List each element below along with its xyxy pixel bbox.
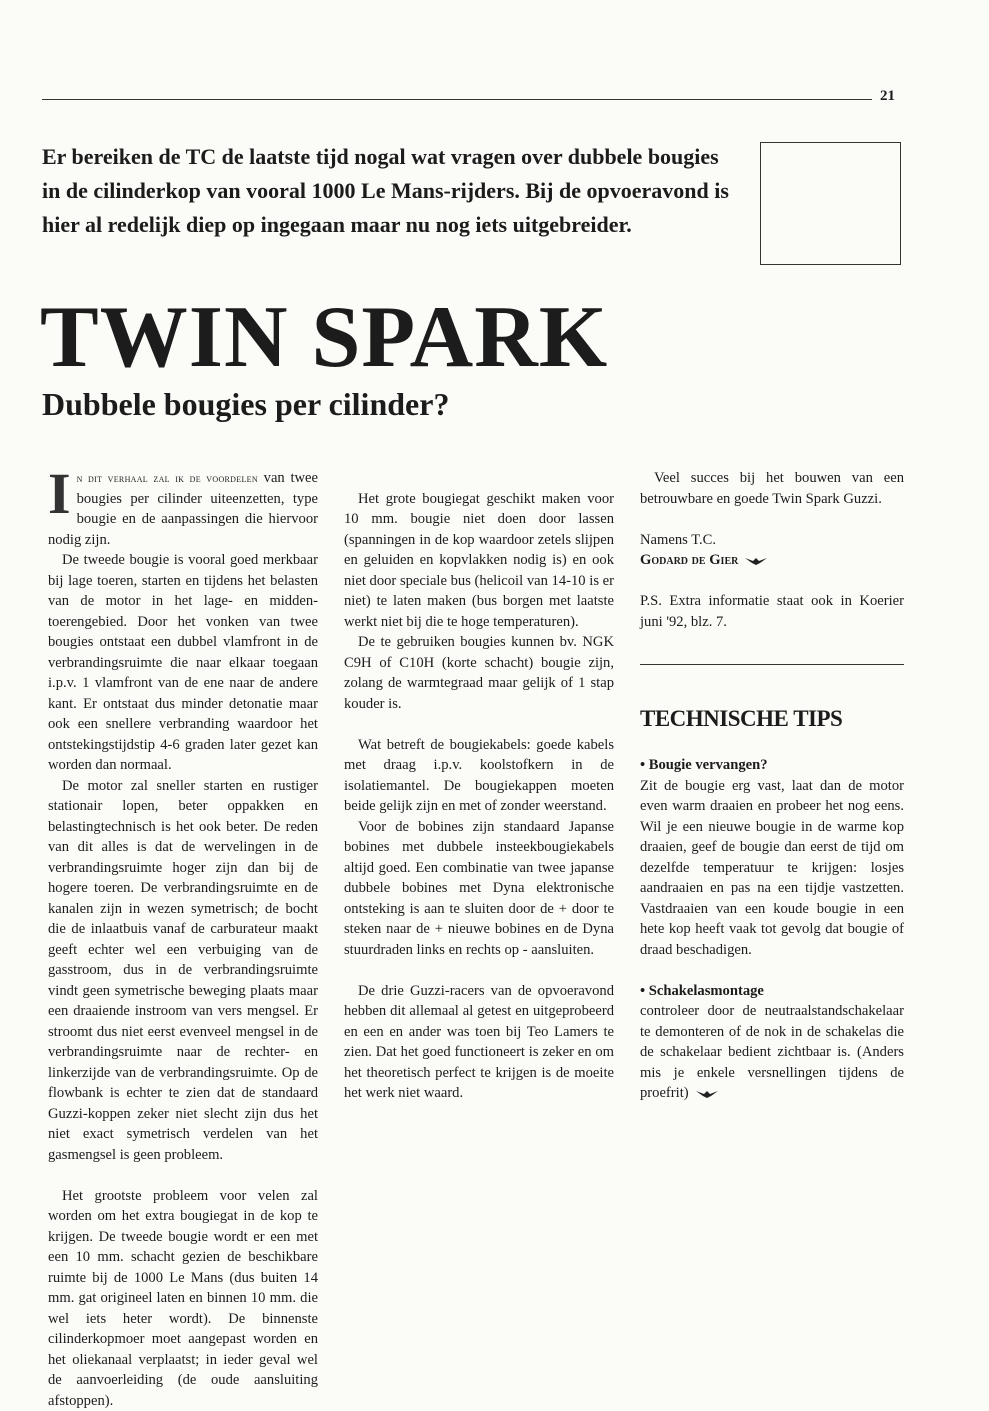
author-line <box>640 550 904 571</box>
photo-placeholder-box <box>760 142 901 265</box>
article-column-2 <box>344 468 614 1104</box>
article-paragraph-5: Het grote bougiegat geschikt maken voor 10 mm. bougie niet doen door lassen (spanningen in de kop waardoor zetels slijpen en geluiden en kopvlakken nodig is) en ook niet door speciale bus (helicoil van 14-10 is er niet) te laten maken (bus borgen met laatste werkt niet bij die te hoge temperaturen). <box>344 489 614 633</box>
article-paragraph-6: De te gebruiken bougies kunnen bv. NGK C9H of C10H (korte schacht) bougie zijn, zolang de warmtegraad maar gelijk of 1 stap kouder is. <box>344 632 614 714</box>
author-name: Godard de Gier <box>640 552 738 568</box>
section-divider <box>640 664 904 665</box>
intro-text: Er bereiken de TC de laatste tijd nogal wat vragen over dubbele bougies in de cilinderkop van vooral 1000 Le Mans-rijders. Bij de opvoeravond is hier al redelijk diep op ingegaan maar nu nog iets uitgebreider. <box>42 140 742 242</box>
article-paragraph-1 <box>48 468 318 550</box>
tip-2-title: • Schakelasmontage <box>640 981 904 1002</box>
article-paragraph-8: Voor de bobines zijn standaard Japanse bobines met dubbele insteekbougiekabels altijd goed. Een combinatie van twee japanse dubbele bobines met Dyna elektronische ontsteking is aan te sluiten door de + door te steken naar de + nieuwe bobines en de Dyna stuurdraden links en rechts op - aansluiten. <box>344 817 614 961</box>
article-column-3 <box>640 468 904 1104</box>
drop-cap: I <box>48 470 71 518</box>
lead-in-smallcaps: n dit verhaal zal ik de voordelen <box>77 471 258 485</box>
article-column-1 <box>48 468 318 1411</box>
article-paragraph-9: De drie Guzzi-racers van de opvoeravond hebben dit allemaal al getest en uitgeprobeerd en een en ander was toen bij Teo Lamers te zien. Dat het goed functioneert is zeker en om het theoretisch perfect te krijgen is de moeite het werk niet waard. <box>344 981 614 1104</box>
eagle-logo-icon <box>695 1089 719 1099</box>
article-paragraph-4: Het grootste probleem voor velen zal worden om het extra bougiegat in de kop te krijgen. De tweede bougie wordt er een met een 10 mm. schacht gezien de beschikbare ruimte bij de 1000 Le Mans (dus buiten 14 mm. gat origineel laten en binnen 10 mm. die wel iets heter wordt). De binnenste cilinderkopmoer moet aangepast worden en het oliekanaal verplaatst; in ieder geval wel de aanvoerleiding (de oude aansluiting afstoppen). <box>48 1186 318 1411</box>
postscript: P.S. Extra informatie staat ook in Koerier juni '92, blz. 7. <box>640 591 904 632</box>
article-subtitle: Dubbele bougies per cilinder? <box>42 384 449 424</box>
eagle-logo-icon <box>744 556 768 566</box>
article-paragraph-10: Veel succes bij het bouwen van een betrouwbare en goede Twin Spark Guzzi. <box>640 468 904 509</box>
article-paragraph-2: De tweede bougie is vooral goed merkbaar bij lage toeren, starten en tijdens het belasten van de motor in het lage- en midden-toerengebied. Door het vonken van twee bougies ontstaat een dubbel vlamfront in de verbrandingsruimte die naar elkaar toegaan i.p.v. 1 vlamfront van de ene naar de andere kant. Er ontstaat dus minder detonatie maar ook een snellere verbranding waardoor het ontstekingstijdstip 4-6 graden later gezet kan worden dan normaal. <box>48 550 318 776</box>
signoff: Namens T.C. <box>640 530 904 551</box>
header-rule <box>42 99 872 100</box>
tip-2-text: controleer door de neutraalstandschakelaar te demonteren of de nok in de schakelas die de schakelaar bedient zichtbaar is. (Anders mis je enkele versnellingen tijdens de proefrit) <box>640 1003 904 1101</box>
page-number: 21 <box>880 88 895 105</box>
tip-1-text: Zit de bougie erg vast, laat dan de motor even warm draaien en probeer het nog eens. Wil je een nieuwe bougie in de warme kop draaien, geef de bougie dan eerst de tijd om dezelfde temperatuur te krijgen: losjes aandraaien en pas na een tijdje vastzetten. Vastdraaien van een koude bougie in een hete kop heeft vaak tot gevolg dat bougie of draad beschadigen. <box>640 776 904 961</box>
article-paragraph-7: Wat betreft de bougiekabels: goede kabels met draag i.p.v. koolstofkern in de isolatiemantel. De bougiekappen moeten beide gelijk zijn en met of zonder weerstand. <box>344 735 614 817</box>
paragraph-1-text: van twee bougies per cilinder uiteenzetten, type bougie en de aanpassingen die hiervoor nodig zijn. <box>48 470 318 548</box>
article-title: TWIN SPARK <box>40 292 608 384</box>
tip-2-paragraph <box>640 1001 904 1104</box>
tip-1-title: • Bougie vervangen? <box>640 755 904 776</box>
article-paragraph-3: De motor zal sneller starten en rustiger stationair lopen, beter oppakken en belastingtechnisch is het ook beter. De reden van dit alles is dat de wervelingen in de verbrandingsruimte hoger zijn dan bij de hogere toeren. De verbrandingsruimte en de kanalen zijn in wezen symetrisch; de bocht die de inlaatbuis vanaf de carburateur maakt geeft echter wel een verbuiging van de gasstroom, dus in de verbrandingsruimte vindt geen symetrische beweging plaats maar een draaiende instroom van vers mengsel. Er stroomt dus niet eerst evenveel mengsel in de verbrandingsruimte naar de rechter- en linkerzijde van de verbrandingsruimte. Op de flowbank is echter te zien dat de standaard Guzzi-koppen zeker niet slecht zijn dus het niet exact symetrisch verdelen van het gasmengsel is geen probleem. <box>48 776 318 1166</box>
tips-heading: TECHNISCHE TIPS <box>640 705 904 733</box>
